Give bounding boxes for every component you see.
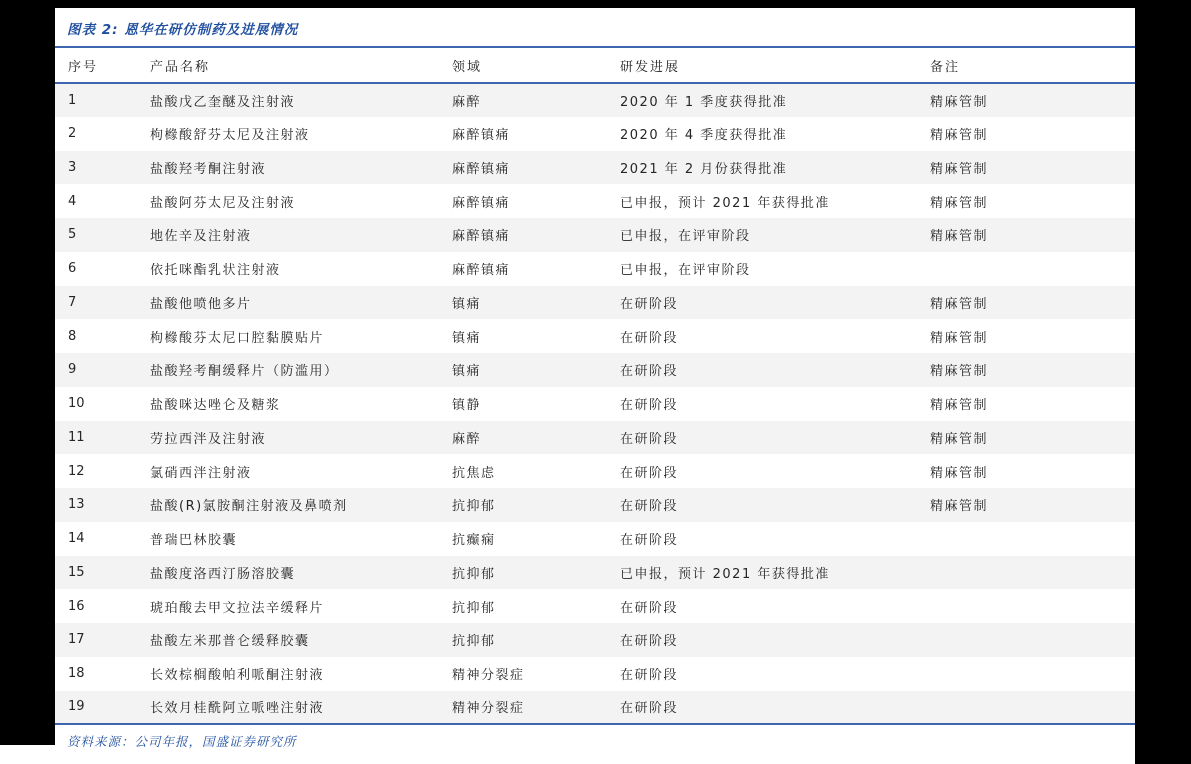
cell-no: 1 [68, 92, 77, 108]
table-row [55, 83, 1135, 117]
table-row [55, 454, 1135, 488]
cell-note: 精麻管制 [930, 128, 989, 144]
cell-note [930, 623, 1135, 657]
cell-field: 精神分裂症 [452, 701, 525, 717]
cell-no: 19 [68, 699, 85, 715]
viewer-background-right [1135, 0, 1191, 764]
cell-name: 枸橼酸舒芬太尼及注射液 [150, 128, 310, 144]
cell-field: 抗抑郁 [452, 634, 496, 650]
cell-note [930, 556, 1135, 590]
cell-progress: 在研阶段 [620, 533, 679, 549]
cell-name: 盐酸羟考酮注射液 [150, 161, 267, 177]
cell-name: 盐酸左米那普仑缓释胶囊 [150, 634, 310, 650]
cell-note: 精麻管制 [930, 94, 989, 110]
cell-field: 麻醉镇痛 [452, 161, 511, 177]
cell-note: 精麻管制 [930, 465, 989, 481]
cell-no: 13 [68, 497, 85, 513]
table-row [55, 218, 1135, 252]
cell-no: 11 [68, 429, 85, 445]
cell-name: 盐酸咪达唑仑及糖浆 [150, 398, 281, 414]
cell-no: 16 [68, 598, 85, 614]
cell-name: 盐酸羟考酮缓释片（防滥用） [150, 364, 339, 380]
cell-note: 精麻管制 [930, 161, 989, 177]
table-row [55, 353, 1135, 387]
column-header-name: 产品名称 [150, 59, 211, 75]
cell-no: 7 [68, 294, 77, 310]
report-page [55, 8, 1135, 764]
table-row [55, 319, 1135, 353]
cell-field: 镇痛 [452, 330, 482, 346]
chart-title: 图表 2: 恩华在研仿制药及进展情况 [67, 22, 299, 38]
cell-progress: 2021 年 2 月份获得批准 [620, 161, 788, 177]
cell-progress: 在研阶段 [620, 431, 679, 447]
cell-note: 精麻管制 [930, 195, 989, 211]
cell-field: 麻醉镇痛 [452, 263, 511, 279]
cell-no: 2 [68, 126, 77, 142]
cell-field: 精神分裂症 [452, 668, 525, 684]
table-row [55, 556, 1135, 590]
cell-note [930, 657, 1135, 691]
cell-name: 盐酸(R)氯胺酮注射液及鼻喷剂 [150, 499, 348, 515]
cell-progress: 在研阶段 [620, 634, 679, 650]
cell-note [930, 252, 1135, 286]
table-row [55, 589, 1135, 623]
cell-note: 精麻管制 [930, 229, 989, 245]
cell-no: 9 [68, 362, 77, 378]
cell-name: 琥珀酸去甲文拉法辛缓释片 [150, 600, 325, 616]
drug-pipeline-table [55, 46, 1135, 725]
cell-no: 12 [68, 463, 85, 479]
cell-field: 麻醉 [452, 94, 482, 110]
cell-field: 抗抑郁 [452, 600, 496, 616]
table-row [55, 691, 1135, 725]
cell-field: 麻醉镇痛 [452, 128, 511, 144]
cell-no: 17 [68, 632, 85, 648]
cell-name: 氯硝西泮注射液 [150, 465, 252, 481]
column-header-note: 备注 [930, 59, 961, 75]
cell-name: 盐酸度洛西汀肠溶胶囊 [150, 566, 296, 582]
cell-progress: 已申报，预计 2021 年获得批准 [620, 195, 830, 211]
cell-progress: 在研阶段 [620, 364, 679, 380]
cell-field: 抗抑郁 [452, 499, 496, 515]
cell-field: 麻醉 [452, 431, 482, 447]
cell-no: 4 [68, 193, 77, 209]
table-row [55, 286, 1135, 320]
cell-name: 盐酸戊乙奎醚及注射液 [150, 94, 296, 110]
cell-no: 8 [68, 328, 77, 344]
cell-note [930, 522, 1135, 556]
cell-name: 地佐辛及注射液 [150, 229, 252, 245]
cell-name: 长效棕榈酸帕利哌酮注射液 [150, 668, 325, 684]
cell-progress: 2020 年 1 季度获得批准 [620, 94, 788, 110]
table-row [55, 184, 1135, 218]
cell-name: 盐酸他喷他多片 [150, 296, 252, 312]
cell-note [930, 691, 1135, 725]
cell-progress: 在研阶段 [620, 465, 679, 481]
column-header-field: 领域 [452, 59, 483, 75]
cell-field: 抗抑郁 [452, 566, 496, 582]
viewer-background-top [0, 0, 1191, 8]
cell-progress: 在研阶段 [620, 499, 679, 515]
cell-name: 依托咪酯乳状注射液 [150, 263, 281, 279]
cell-progress: 在研阶段 [620, 600, 679, 616]
cell-field: 抗焦虑 [452, 465, 496, 481]
table-row [55, 252, 1135, 286]
cell-no: 18 [68, 666, 85, 682]
table-header [55, 47, 1135, 83]
table-row [55, 623, 1135, 657]
cell-note: 精麻管制 [930, 330, 989, 346]
cell-note: 精麻管制 [930, 431, 989, 447]
cell-no: 6 [68, 261, 77, 277]
source-note: 资料来源：公司年报，国盛证券研究所 [67, 734, 297, 750]
cell-name: 盐酸阿芬太尼及注射液 [150, 195, 296, 211]
cell-progress: 在研阶段 [620, 668, 679, 684]
cell-field: 镇静 [452, 398, 482, 414]
table-row [55, 387, 1135, 421]
table-row [55, 421, 1135, 455]
cell-progress: 在研阶段 [620, 330, 679, 346]
cell-note: 精麻管制 [930, 398, 989, 414]
table-row [55, 488, 1135, 522]
cell-note: 精麻管制 [930, 296, 989, 312]
cell-no: 3 [68, 159, 77, 175]
cell-no: 10 [68, 396, 85, 412]
cell-name: 劳拉西泮及注射液 [150, 431, 267, 447]
cell-field: 镇痛 [452, 296, 482, 312]
cell-progress: 2020 年 4 季度获得批准 [620, 128, 788, 144]
cell-note: 精麻管制 [930, 364, 989, 380]
cell-progress: 已申报，在评审阶段 [620, 229, 751, 245]
viewer-background-left [0, 0, 55, 745]
cell-no: 15 [68, 564, 85, 580]
cell-progress: 在研阶段 [620, 701, 679, 717]
column-header-progress: 研发进展 [620, 59, 681, 75]
table-header-row [55, 47, 1135, 83]
cell-field: 麻醉镇痛 [452, 195, 511, 211]
table-row [55, 657, 1135, 691]
table-body [55, 83, 1135, 724]
cell-progress: 在研阶段 [620, 398, 679, 414]
cell-name: 长效月桂酰阿立哌唑注射液 [150, 701, 325, 717]
table-row [55, 117, 1135, 151]
cell-name: 普瑞巴林胶囊 [150, 533, 238, 549]
cell-progress: 已申报，预计 2021 年获得批准 [620, 566, 830, 582]
column-header-no: 序号 [68, 59, 99, 75]
cell-no: 14 [68, 531, 85, 547]
cell-field: 镇痛 [452, 364, 482, 380]
cell-field: 麻醉镇痛 [452, 229, 511, 245]
cell-progress: 在研阶段 [620, 296, 679, 312]
cell-note [930, 589, 1135, 623]
cell-note: 精麻管制 [930, 499, 989, 515]
table-row [55, 522, 1135, 556]
cell-name: 枸橼酸芬太尼口腔黏膜贴片 [150, 330, 325, 346]
cell-field: 抗癫痫 [452, 533, 496, 549]
cell-no: 5 [68, 227, 77, 243]
cell-progress: 已申报，在评审阶段 [620, 263, 751, 279]
table-row [55, 151, 1135, 185]
